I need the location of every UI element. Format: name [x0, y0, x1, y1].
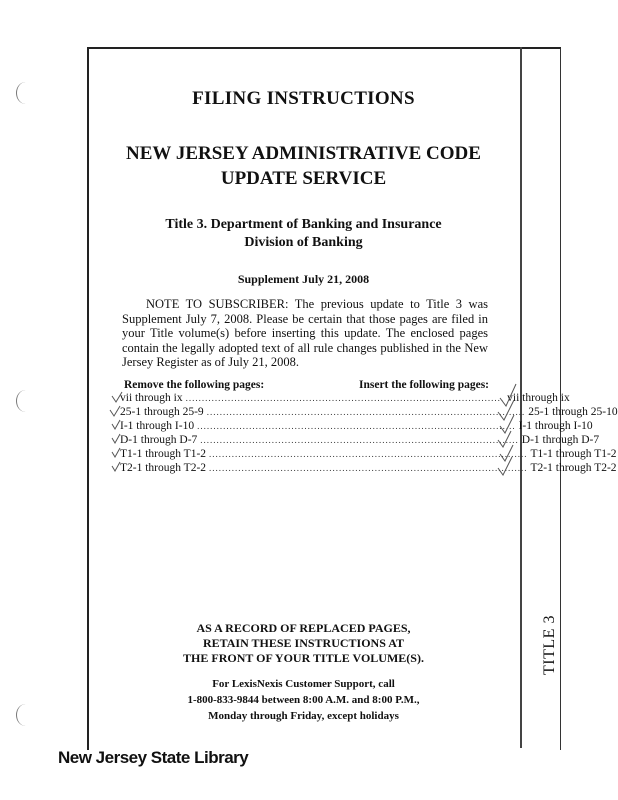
- filing-instructions-heading: FILING INSTRUCTIONS: [192, 88, 415, 109]
- remove-pages: I-1 through I-10: [120, 420, 195, 432]
- leader-dots: ..................................................................................................: [200, 435, 519, 445]
- check-mark-icon: [112, 448, 120, 457]
- remove-pages: D-1 through D-7: [120, 434, 198, 446]
- remove-header: Remove the following pages:: [124, 379, 265, 391]
- check-mark-icon: [110, 406, 120, 416]
- check-mark-icon: [112, 420, 120, 429]
- insert-pages: T1-1 through T1-2: [530, 448, 617, 460]
- record-notice: [87, 621, 520, 666]
- leader-dots: ..................................................................................................: [185, 393, 505, 403]
- remove-pages: 25-1 through 25-9: [120, 406, 204, 418]
- insert-pages: I-1 through I-10: [518, 420, 593, 432]
- leader-dots: ..................................................................................................: [206, 407, 526, 417]
- leader-dots: ..................................................................................................: [209, 449, 528, 459]
- remove-pages: T2-1 through T2-2: [120, 462, 207, 474]
- leader-dots: ..................................................................................................: [197, 421, 516, 431]
- check-mark-icon: [500, 384, 516, 406]
- check-mark-icon: [498, 431, 511, 447]
- check-mark-icon: [112, 434, 120, 443]
- check-mark-icon: [112, 392, 122, 402]
- insert-header: Insert the following pages:: [359, 379, 490, 391]
- insert-pages: vii through ix: [507, 392, 570, 404]
- library-footer: New Jersey State Library: [58, 748, 249, 767]
- check-mark-icon: [498, 400, 514, 420]
- record-line3: THE FRONT OF YOUR TITLE VOLUME(S).: [183, 651, 424, 665]
- supplement-date: Supplement July 21, 2008: [237, 272, 370, 286]
- record-line2: RETAIN THESE INSTRUCTIONS AT: [202, 636, 405, 650]
- check-mark-icon: [498, 457, 512, 475]
- insert-pages: 25-1 through 25-10: [528, 406, 618, 418]
- support-line2: 1-800-833-9844 between 8:00 A.M. and 8:00 P.M.,: [187, 694, 420, 706]
- record-line1: AS A RECORD OF REPLACED PAGES,: [196, 621, 411, 635]
- insert-pages: T2-1 through T2-2: [530, 462, 617, 474]
- note-label: NOTE TO SUBSCRIBER:: [146, 297, 289, 311]
- code-title-line1: NEW JERSEY ADMINISTRATIVE CODE: [126, 143, 481, 164]
- code-title-line2: UPDATE SERVICE: [220, 168, 387, 189]
- support-line1: For LexisNexis Customer Support, call: [212, 678, 395, 690]
- leader-dots: ..................................................................................................: [209, 463, 528, 473]
- customer-support: [87, 676, 520, 724]
- note-text: The previous update to Title 3 was Supplement July 7, 2008. Please be certain that those pages are filed in your Title volume(s) before inserting this update. The enclosed pages contain the legally adopted text of all rule changes published in the New Jersey Register as of July 21, 2008.: [122, 297, 488, 369]
- insert-pages: D-1 through D-7: [521, 434, 600, 446]
- title-line1: Title 3. Department of Banking and Insurance: [165, 217, 442, 232]
- check-mark-icon: [112, 462, 120, 471]
- remove-pages: vii through ix: [120, 392, 183, 404]
- support-line3: Monday through Friday, except holidays: [208, 710, 399, 722]
- remove-pages: T1-1 through T1-2: [120, 448, 207, 460]
- title-tab-label: TITLE 3: [541, 615, 559, 675]
- title-line2: Division of Banking: [244, 235, 363, 250]
